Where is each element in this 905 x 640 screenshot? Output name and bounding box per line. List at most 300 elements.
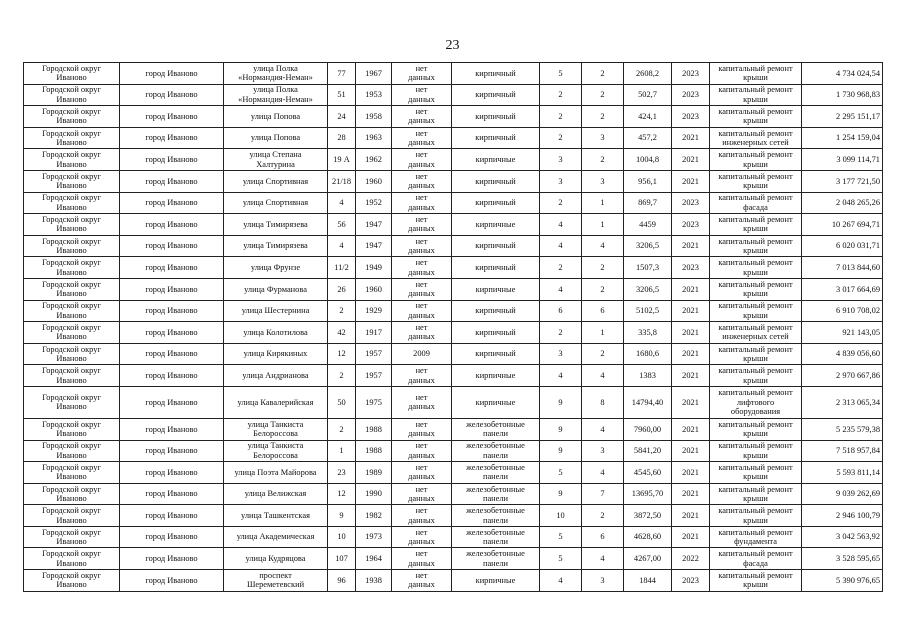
cell-cost: 2 295 151,17 xyxy=(802,106,883,128)
cell-cost: 7 518 957,84 xyxy=(802,440,883,462)
cell-plan-year: 2021 xyxy=(672,278,710,300)
cell-plan-year: 2023 xyxy=(672,257,710,279)
cell-year-built: 1938 xyxy=(356,570,392,592)
cell-entrances: 4 xyxy=(582,365,624,387)
cell-plan-year: 2023 xyxy=(672,570,710,592)
cell-district: Городской округ Иваново xyxy=(24,63,120,85)
cell-area: 424,1 xyxy=(624,106,672,128)
cell-district: Городской округ Иваново xyxy=(24,418,120,440)
cell-area: 3206,5 xyxy=(624,235,672,257)
cell-street: улица Тимирязева xyxy=(224,214,328,236)
cell-district: Городской округ Иваново xyxy=(24,300,120,322)
cell-year-last-repair: нет данных xyxy=(392,483,452,505)
cell-street: проспект Шереметевский xyxy=(224,570,328,592)
cell-street: улица Танкиста Белороссова xyxy=(224,440,328,462)
cell-cost: 4 839 056,60 xyxy=(802,343,883,365)
cell-city: город Иваново xyxy=(120,235,224,257)
table-body xyxy=(24,63,883,592)
cell-floors: 5 xyxy=(540,63,582,85)
cell-cost: 1 730 968,83 xyxy=(802,84,883,106)
cell-floors: 9 xyxy=(540,418,582,440)
cell-entrances: 3 xyxy=(582,440,624,462)
cell-house: 23 xyxy=(328,462,356,484)
cell-house: 12 xyxy=(328,343,356,365)
cell-plan-year: 2021 xyxy=(672,300,710,322)
cell-street: улица Поэта Майорова xyxy=(224,462,328,484)
cell-year-last-repair: нет данных xyxy=(392,170,452,192)
cell-house: 24 xyxy=(328,106,356,128)
cell-entrances: 7 xyxy=(582,483,624,505)
cell-street: улица Спортивная xyxy=(224,170,328,192)
cell-entrances: 2 xyxy=(582,84,624,106)
cell-house: 21/18 xyxy=(328,170,356,192)
cell-wall-material: кирпичные xyxy=(452,365,540,387)
cell-area: 5841,20 xyxy=(624,440,672,462)
cell-city: город Иваново xyxy=(120,440,224,462)
cell-city: город Иваново xyxy=(120,127,224,149)
cell-street: улица Попова xyxy=(224,127,328,149)
cell-plan-year: 2023 xyxy=(672,84,710,106)
cell-year-built: 1975 xyxy=(356,386,392,418)
table-row xyxy=(24,462,883,484)
cell-plan-year: 2021 xyxy=(672,343,710,365)
cell-district: Городской округ Иваново xyxy=(24,505,120,527)
cell-wall-material: железобетонные панели xyxy=(452,526,540,548)
cell-city: город Иваново xyxy=(120,106,224,128)
cell-cost: 10 267 694,71 xyxy=(802,214,883,236)
cell-wall-material: кирпичный xyxy=(452,106,540,128)
cell-work-type: капитальный ремонт крыши xyxy=(710,300,802,322)
cell-street: улица Кудряцова xyxy=(224,548,328,570)
cell-entrances: 6 xyxy=(582,300,624,322)
cell-work-type: капитальный ремонт крыши xyxy=(710,84,802,106)
cell-year-built: 1957 xyxy=(356,343,392,365)
cell-house: 9 xyxy=(328,505,356,527)
cell-year-built: 1947 xyxy=(356,214,392,236)
cell-plan-year: 2021 xyxy=(672,127,710,149)
cell-street: улица Танкиста Белороссова xyxy=(224,418,328,440)
cell-wall-material: железобетонные панели xyxy=(452,505,540,527)
cell-year-built: 1917 xyxy=(356,322,392,344)
cell-house: 26 xyxy=(328,278,356,300)
cell-street: улица Полка «Нормандия-Неман» xyxy=(224,84,328,106)
cell-year-last-repair: нет данных xyxy=(392,149,452,171)
table-row xyxy=(24,322,883,344)
cell-floors: 3 xyxy=(540,170,582,192)
table-row xyxy=(24,418,883,440)
cell-district: Городской округ Иваново xyxy=(24,483,120,505)
cell-house: 19 А xyxy=(328,149,356,171)
cell-area: 3206,5 xyxy=(624,278,672,300)
cell-year-built: 1989 xyxy=(356,462,392,484)
cell-city: город Иваново xyxy=(120,322,224,344)
cell-district: Городской округ Иваново xyxy=(24,365,120,387)
cell-district: Городской округ Иваново xyxy=(24,235,120,257)
cell-wall-material: железобетонные панели xyxy=(452,483,540,505)
cell-district: Городской округ Иваново xyxy=(24,440,120,462)
cell-district: Городской округ Иваново xyxy=(24,170,120,192)
cell-plan-year: 2021 xyxy=(672,235,710,257)
cell-work-type: капитальный ремонт крыши xyxy=(710,343,802,365)
cell-year-built: 1958 xyxy=(356,106,392,128)
cell-year-built: 1963 xyxy=(356,127,392,149)
cell-work-type: капитальный ремонт крыши xyxy=(710,214,802,236)
cell-entrances: 2 xyxy=(582,63,624,85)
cell-floors: 5 xyxy=(540,462,582,484)
cell-area: 4459 xyxy=(624,214,672,236)
cell-wall-material: кирпичные xyxy=(452,214,540,236)
cell-city: город Иваново xyxy=(120,548,224,570)
cell-cost: 2 946 100,79 xyxy=(802,505,883,527)
cell-city: город Иваново xyxy=(120,149,224,171)
cell-street: улица Кавалерийская xyxy=(224,386,328,418)
cell-work-type: капитальный ремонт крыши xyxy=(710,570,802,592)
cell-wall-material: кирпичный xyxy=(452,63,540,85)
cell-work-type: капитальный ремонт крыши xyxy=(710,505,802,527)
cell-area: 4267,00 xyxy=(624,548,672,570)
cell-house: 4 xyxy=(328,192,356,214)
cell-house: 77 xyxy=(328,63,356,85)
cell-house: 11/2 xyxy=(328,257,356,279)
table-row xyxy=(24,170,883,192)
cell-work-type: капитальный ремонт фасада xyxy=(710,192,802,214)
cell-city: город Иваново xyxy=(120,214,224,236)
cell-year-last-repair: нет данных xyxy=(392,418,452,440)
cell-city: город Иваново xyxy=(120,278,224,300)
table-row xyxy=(24,343,883,365)
cell-street: улица Шестернина xyxy=(224,300,328,322)
cell-floors: 4 xyxy=(540,570,582,592)
cell-city: город Иваново xyxy=(120,386,224,418)
cell-year-last-repair: нет данных xyxy=(392,106,452,128)
cell-year-last-repair: нет данных xyxy=(392,127,452,149)
table-row xyxy=(24,106,883,128)
cell-entrances: 2 xyxy=(582,343,624,365)
cell-plan-year: 2023 xyxy=(672,214,710,236)
cell-area: 13695,70 xyxy=(624,483,672,505)
table-row xyxy=(24,214,883,236)
cell-district: Городской округ Иваново xyxy=(24,570,120,592)
cell-work-type: капитальный ремонт крыши xyxy=(710,63,802,85)
cell-floors: 2 xyxy=(540,127,582,149)
cell-entrances: 3 xyxy=(582,170,624,192)
cell-cost: 3 177 721,50 xyxy=(802,170,883,192)
table-row xyxy=(24,257,883,279)
cell-year-built: 1957 xyxy=(356,365,392,387)
cell-wall-material: железобетонные панели xyxy=(452,462,540,484)
cell-wall-material: кирпичные xyxy=(452,278,540,300)
cell-cost: 921 143,05 xyxy=(802,322,883,344)
cell-floors: 4 xyxy=(540,365,582,387)
cell-year-built: 1988 xyxy=(356,440,392,462)
cell-entrances: 3 xyxy=(582,570,624,592)
cell-area: 14794,40 xyxy=(624,386,672,418)
cell-entrances: 6 xyxy=(582,526,624,548)
cell-year-last-repair: нет данных xyxy=(392,257,452,279)
cell-work-type: капитальный ремонт крыши xyxy=(710,278,802,300)
cell-wall-material: кирпичный xyxy=(452,322,540,344)
cell-street: улица Ташкентская xyxy=(224,505,328,527)
cell-street: улица Попова xyxy=(224,106,328,128)
cell-work-type: капитальный ремонт крыши xyxy=(710,170,802,192)
cell-cost: 5 390 976,65 xyxy=(802,570,883,592)
cell-area: 5102,5 xyxy=(624,300,672,322)
cell-year-last-repair: нет данных xyxy=(392,386,452,418)
cell-entrances: 8 xyxy=(582,386,624,418)
cell-street: улица Спортивная xyxy=(224,192,328,214)
cell-entrances: 1 xyxy=(582,192,624,214)
cell-wall-material: кирпичный xyxy=(452,84,540,106)
cell-year-built: 1947 xyxy=(356,235,392,257)
cell-year-built: 1929 xyxy=(356,300,392,322)
cell-year-built: 1953 xyxy=(356,84,392,106)
cell-year-last-repair: нет данных xyxy=(392,570,452,592)
cell-area: 457,2 xyxy=(624,127,672,149)
cell-year-last-repair: нет данных xyxy=(392,322,452,344)
cell-street: улица Кирякиных xyxy=(224,343,328,365)
cell-work-type: капитальный ремонт инженерных сетей xyxy=(710,127,802,149)
table-row xyxy=(24,278,883,300)
cell-city: город Иваново xyxy=(120,526,224,548)
cell-street: улица Академическая xyxy=(224,526,328,548)
cell-area: 2608,2 xyxy=(624,63,672,85)
cell-street: улица Полка «Нормандия-Неман» xyxy=(224,63,328,85)
cell-district: Городской округ Иваново xyxy=(24,343,120,365)
cell-floors: 5 xyxy=(540,526,582,548)
cell-city: город Иваново xyxy=(120,418,224,440)
cell-plan-year: 2021 xyxy=(672,483,710,505)
cell-cost: 5 593 811,14 xyxy=(802,462,883,484)
cell-year-built: 1952 xyxy=(356,192,392,214)
cell-house: 2 xyxy=(328,365,356,387)
cell-cost: 1 254 159,04 xyxy=(802,127,883,149)
cell-district: Городской округ Иваново xyxy=(24,127,120,149)
cell-house: 1 xyxy=(328,440,356,462)
cell-plan-year: 2021 xyxy=(672,149,710,171)
cell-cost: 3 017 664,69 xyxy=(802,278,883,300)
cell-city: город Иваново xyxy=(120,257,224,279)
cell-house: 107 xyxy=(328,548,356,570)
cell-wall-material: железобетонные панели xyxy=(452,418,540,440)
cell-area: 1507,3 xyxy=(624,257,672,279)
table-row xyxy=(24,548,883,570)
cell-entrances: 2 xyxy=(582,106,624,128)
cell-floors: 2 xyxy=(540,257,582,279)
cell-house: 50 xyxy=(328,386,356,418)
cell-cost: 2 313 065,34 xyxy=(802,386,883,418)
cell-year-last-repair: нет данных xyxy=(392,192,452,214)
table-row xyxy=(24,483,883,505)
cell-year-last-repair: нет данных xyxy=(392,505,452,527)
cell-year-last-repair: нет данных xyxy=(392,63,452,85)
cell-city: город Иваново xyxy=(120,462,224,484)
cell-area: 4628,60 xyxy=(624,526,672,548)
cell-street: улица Андрианова xyxy=(224,365,328,387)
cell-street: улица Фурманова xyxy=(224,278,328,300)
cell-wall-material: кирпичный xyxy=(452,192,540,214)
cell-district: Городской округ Иваново xyxy=(24,386,120,418)
cell-cost: 6 910 708,02 xyxy=(802,300,883,322)
cell-year-built: 1964 xyxy=(356,548,392,570)
cell-cost: 9 039 262,69 xyxy=(802,483,883,505)
cell-district: Городской округ Иваново xyxy=(24,84,120,106)
cell-floors: 4 xyxy=(540,235,582,257)
cell-work-type: капитальный ремонт крыши xyxy=(710,440,802,462)
cell-plan-year: 2023 xyxy=(672,106,710,128)
cell-year-built: 1982 xyxy=(356,505,392,527)
cell-wall-material: кирпичные xyxy=(452,149,540,171)
cell-work-type: капитальный ремонт крыши xyxy=(710,418,802,440)
cell-entrances: 2 xyxy=(582,278,624,300)
cell-work-type: капитальный ремонт фасада xyxy=(710,548,802,570)
cell-wall-material: кирпичный xyxy=(452,300,540,322)
cell-cost: 7 013 844,60 xyxy=(802,257,883,279)
cell-floors: 2 xyxy=(540,322,582,344)
cell-plan-year: 2022 xyxy=(672,548,710,570)
cell-year-built: 1988 xyxy=(356,418,392,440)
cell-area: 4545,60 xyxy=(624,462,672,484)
cell-floors: 9 xyxy=(540,440,582,462)
cell-plan-year: 2021 xyxy=(672,170,710,192)
cell-work-type: капитальный ремонт крыши xyxy=(710,106,802,128)
cell-city: город Иваново xyxy=(120,343,224,365)
cell-year-built: 1967 xyxy=(356,63,392,85)
cell-cost: 3 042 563,92 xyxy=(802,526,883,548)
cell-floors: 2 xyxy=(540,192,582,214)
cell-street: улица Колотилова xyxy=(224,322,328,344)
cell-year-last-repair: нет данных xyxy=(392,526,452,548)
cell-area: 7960,00 xyxy=(624,418,672,440)
cell-year-last-repair: нет данных xyxy=(392,214,452,236)
cell-year-last-repair: нет данных xyxy=(392,300,452,322)
cell-work-type: капитальный ремонт лифтового оборудования xyxy=(710,386,802,418)
cell-cost: 3 528 595,65 xyxy=(802,548,883,570)
cell-wall-material: кирпичный xyxy=(452,127,540,149)
cell-floors: 5 xyxy=(540,548,582,570)
cell-cost: 4 734 024,54 xyxy=(802,63,883,85)
cell-plan-year: 2021 xyxy=(672,386,710,418)
cell-wall-material: кирпичный xyxy=(452,235,540,257)
cell-entrances: 4 xyxy=(582,418,624,440)
cell-city: город Иваново xyxy=(120,63,224,85)
table-row xyxy=(24,63,883,85)
cell-house: 12 xyxy=(328,483,356,505)
page-number: 23 xyxy=(445,38,460,53)
cell-floors: 2 xyxy=(540,84,582,106)
cell-house: 28 xyxy=(328,127,356,149)
cell-area: 1680,6 xyxy=(624,343,672,365)
cell-year-built: 1973 xyxy=(356,526,392,548)
cell-plan-year: 2021 xyxy=(672,440,710,462)
cell-floors: 3 xyxy=(540,343,582,365)
cell-entrances: 2 xyxy=(582,149,624,171)
cell-entrances: 1 xyxy=(582,214,624,236)
cell-cost: 6 020 031,71 xyxy=(802,235,883,257)
cell-district: Городской округ Иваново xyxy=(24,106,120,128)
cell-year-built: 1960 xyxy=(356,278,392,300)
cell-year-last-repair: нет данных xyxy=(392,365,452,387)
cell-year-last-repair: нет данных xyxy=(392,462,452,484)
cell-street: улица Велижская xyxy=(224,483,328,505)
cell-district: Городской округ Иваново xyxy=(24,548,120,570)
cell-city: город Иваново xyxy=(120,300,224,322)
cell-plan-year: 2021 xyxy=(672,505,710,527)
table-row xyxy=(24,300,883,322)
cell-wall-material: кирпичные xyxy=(452,570,540,592)
cell-year-last-repair: 2009 xyxy=(392,343,452,365)
cell-work-type: капитальный ремонт крыши xyxy=(710,257,802,279)
cell-district: Городской округ Иваново xyxy=(24,257,120,279)
cell-street: улица Тимирязева xyxy=(224,235,328,257)
cell-plan-year: 2021 xyxy=(672,418,710,440)
cell-year-last-repair: нет данных xyxy=(392,440,452,462)
table-row xyxy=(24,192,883,214)
cell-city: город Иваново xyxy=(120,84,224,106)
cell-district: Городской округ Иваново xyxy=(24,322,120,344)
cell-floors: 2 xyxy=(540,106,582,128)
cell-wall-material: железобетонные панели xyxy=(452,548,540,570)
cell-city: город Иваново xyxy=(120,192,224,214)
cell-year-last-repair: нет данных xyxy=(392,84,452,106)
cell-year-built: 1962 xyxy=(356,149,392,171)
cell-floors: 6 xyxy=(540,300,582,322)
cell-house: 2 xyxy=(328,300,356,322)
cell-year-built: 1949 xyxy=(356,257,392,279)
cell-entrances: 1 xyxy=(582,322,624,344)
cell-year-last-repair: нет данных xyxy=(392,548,452,570)
cell-work-type: капитальный ремонт инженерных сетей xyxy=(710,322,802,344)
cell-work-type: капитальный ремонт крыши xyxy=(710,235,802,257)
table-row xyxy=(24,235,883,257)
cell-area: 956,1 xyxy=(624,170,672,192)
cell-area: 1383 xyxy=(624,365,672,387)
cell-house: 51 xyxy=(328,84,356,106)
cell-city: город Иваново xyxy=(120,505,224,527)
cell-plan-year: 2021 xyxy=(672,322,710,344)
cell-street: улица Фрунзе xyxy=(224,257,328,279)
cell-entrances: 4 xyxy=(582,462,624,484)
cell-year-last-repair: нет данных xyxy=(392,235,452,257)
cell-work-type: капитальный ремонт крыши xyxy=(710,365,802,387)
cell-area: 1004,8 xyxy=(624,149,672,171)
cell-work-type: капитальный ремонт крыши xyxy=(710,462,802,484)
cell-year-built: 1960 xyxy=(356,170,392,192)
cell-floors: 10 xyxy=(540,505,582,527)
cell-district: Городской округ Иваново xyxy=(24,278,120,300)
cell-floors: 9 xyxy=(540,386,582,418)
table-row xyxy=(24,365,883,387)
cell-area: 869,7 xyxy=(624,192,672,214)
cell-city: город Иваново xyxy=(120,170,224,192)
cell-street: улица Степана Халтурина xyxy=(224,149,328,171)
cell-wall-material: кирпичный xyxy=(452,257,540,279)
cell-plan-year: 2023 xyxy=(672,63,710,85)
cell-cost: 3 099 114,71 xyxy=(802,149,883,171)
cell-entrances: 2 xyxy=(582,505,624,527)
cell-house: 56 xyxy=(328,214,356,236)
cell-entrances: 2 xyxy=(582,257,624,279)
table-row xyxy=(24,127,883,149)
cell-wall-material: кирпичные xyxy=(452,386,540,418)
cell-house: 96 xyxy=(328,570,356,592)
cell-district: Городской округ Иваново xyxy=(24,149,120,171)
cell-plan-year: 2021 xyxy=(672,462,710,484)
cell-year-last-repair: нет данных xyxy=(392,278,452,300)
table-row xyxy=(24,149,883,171)
table-row xyxy=(24,440,883,462)
cell-floors: 4 xyxy=(540,214,582,236)
table-row xyxy=(24,84,883,106)
